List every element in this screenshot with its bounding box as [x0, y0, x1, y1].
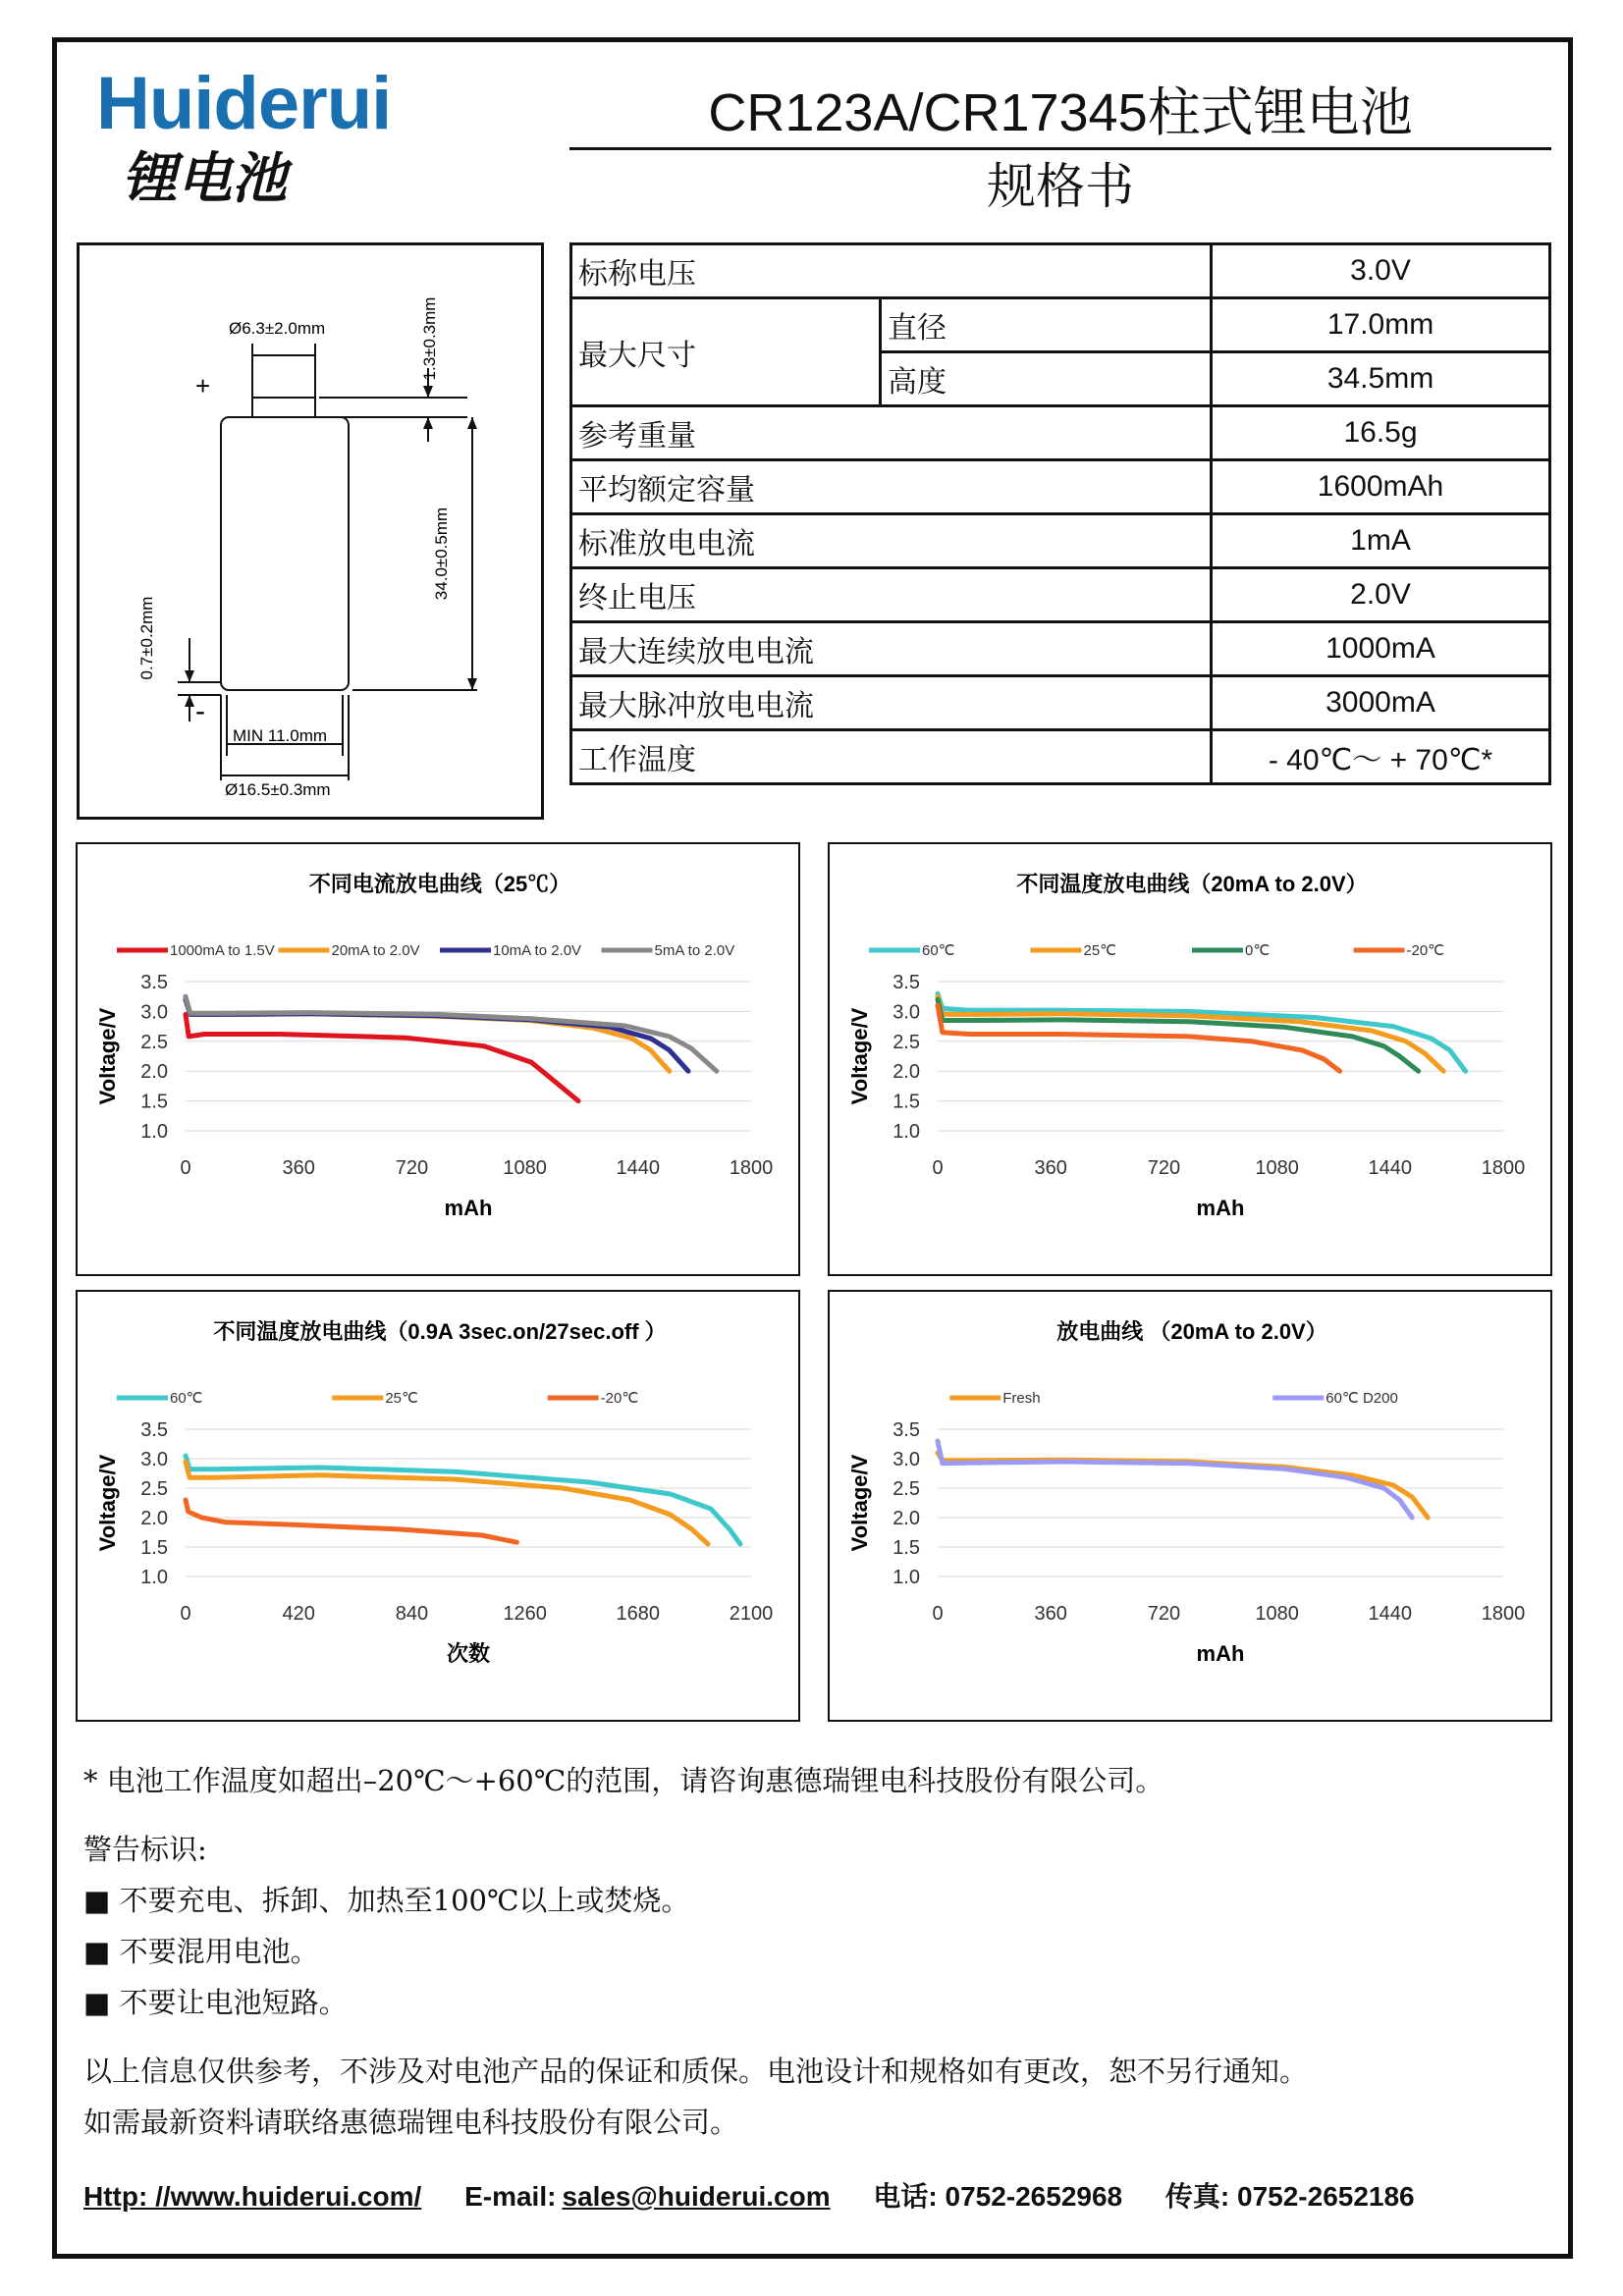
series-line: [186, 1014, 578, 1100]
x-tick-label: 1080: [1255, 1603, 1299, 1625]
y-tick-label: 1.5: [140, 1537, 168, 1559]
y-tick-label: 2.5: [140, 1031, 168, 1053]
x-tick-label: 0: [180, 1157, 191, 1179]
cap-diameter-label: Ø6.3±2.0mm: [229, 319, 326, 338]
spec-row: [571, 244, 1550, 298]
y-tick-label: 3.0: [140, 1449, 168, 1470]
chart-title: 放电曲线 （20mA to 2.0V）: [1056, 1319, 1327, 1344]
x-tick-label: 720: [1147, 1603, 1181, 1625]
chart-title: 不同电流放电曲线（25℃）: [308, 872, 571, 896]
y-tick-label: 2.0: [893, 1508, 920, 1529]
spec-row: [571, 514, 1550, 568]
spec-label: 最大尺寸: [571, 298, 881, 406]
y-tick-label: 3.0: [893, 1001, 920, 1024]
warning-title: 警告标识:: [83, 1833, 207, 1866]
x-tick-label: 1800: [1481, 1603, 1526, 1625]
y-tick-label: 1.5: [893, 1091, 920, 1113]
warning-item: [83, 1884, 690, 1917]
battery-body: [221, 417, 349, 690]
footer: [83, 2175, 1450, 2215]
series-line: [186, 1500, 516, 1542]
warning-item: [83, 1935, 319, 1968]
x-tick-label: 2100: [729, 1603, 774, 1625]
contact-note: 如需最新资料请联络惠德瑞锂电科技股份有限公司。: [83, 2106, 739, 2139]
phone-number: 电话: 0752-2652968: [873, 2181, 1123, 2212]
spec-value: 3000mA: [1212, 676, 1550, 730]
y-tick-label: 2.5: [893, 1031, 920, 1053]
body-height-label: 34.0±0.5mm: [432, 507, 451, 601]
x-tick-label: 360: [1034, 1603, 1067, 1625]
legend-label: Fresh: [1002, 1390, 1041, 1407]
legend-label: -20℃: [600, 1390, 639, 1407]
x-tick-label: 840: [395, 1603, 429, 1625]
x-tick-label: 360: [282, 1157, 315, 1179]
spec-value: 1000mA: [1212, 622, 1550, 676]
x-axis-label: mAh: [1196, 1641, 1245, 1666]
battery-drawing: [80, 245, 541, 817]
x-tick-label: 0: [932, 1603, 944, 1625]
x-tick-label: 1800: [729, 1157, 774, 1179]
legend-label: 60℃ D200: [1325, 1390, 1398, 1407]
legend-label: -20℃: [1406, 942, 1445, 959]
spec-row: [571, 676, 1550, 730]
spec-sublabel: 高度: [881, 352, 1212, 406]
spec-sublabel: 直径: [881, 298, 1212, 352]
document-title: CR123A/CR17345柱式锂电池: [708, 83, 1413, 142]
warning-text: 不要让电池短路。: [119, 1986, 348, 2019]
spec-row: [571, 460, 1550, 514]
chart-svg: [78, 1292, 802, 1724]
chart-aging-discharge: [828, 1290, 1552, 1722]
y-tick-label: 1.0: [893, 1121, 920, 1143]
spec-label: 工作温度: [571, 730, 1212, 784]
negative-terminal-icon: -: [195, 695, 205, 727]
spec-value: 34.5mm: [1212, 352, 1550, 406]
y-tick-label: 2.0: [140, 1061, 168, 1084]
y-axis-label: Voltage/V: [95, 1007, 120, 1105]
x-tick-label: 0: [180, 1603, 191, 1625]
disclaimer: 以上信息仅供参考，不涉及对电池产品的保证和质保。电池设计和规格如有更改，恕不另行通知。: [83, 2055, 1309, 2088]
y-tick-label: 2.5: [140, 1478, 168, 1500]
legend-label: 60℃: [170, 1390, 203, 1407]
battery-cap: [252, 398, 315, 417]
spec-label: 终止电压: [571, 568, 1212, 622]
y-tick-label: 3.0: [140, 1001, 168, 1024]
title-divider: [569, 147, 1551, 150]
spec-value: 16.5g: [1212, 406, 1550, 460]
spec-label: 标称电压: [571, 244, 1212, 298]
email-group: [464, 2181, 831, 2212]
spec-value: 1600mAh: [1212, 460, 1550, 514]
x-tick-label: 1440: [1368, 1603, 1413, 1625]
spec-row: [571, 406, 1550, 460]
legend-label: 1000mA to 1.5V: [170, 942, 275, 959]
chart-pulse-discharge: [76, 1290, 800, 1722]
spec-value: 3.0V: [1212, 244, 1550, 298]
temperature-note: * 电池工作温度如超出–20℃～+60℃的范围，请咨询惠德瑞锂电科技股份有限公司。: [83, 1764, 1164, 1797]
x-tick-label: 720: [1147, 1157, 1181, 1179]
y-axis-label: Voltage/V: [847, 1007, 872, 1105]
y-axis-label: Voltage/V: [847, 1454, 872, 1552]
y-tick-label: 1.0: [140, 1121, 168, 1143]
website-link[interactable]: Http: //www.huiderui.com/: [83, 2181, 422, 2212]
spec-table: [569, 242, 1551, 785]
y-tick-label: 1.5: [893, 1537, 920, 1559]
y-tick-label: 3.5: [140, 1419, 168, 1441]
series-line: [186, 1456, 740, 1544]
y-tick-label: 3.5: [140, 972, 168, 993]
x-tick-label: 1080: [503, 1157, 547, 1179]
legend-label: 5mA to 2.0V: [654, 942, 735, 959]
spec-value: 1mA: [1212, 514, 1550, 568]
spec-row: [571, 622, 1550, 676]
x-tick-label: 1440: [616, 1157, 661, 1179]
y-tick-label: 3.5: [893, 1419, 920, 1441]
x-tick-label: 420: [282, 1603, 315, 1625]
x-axis-label: 次数: [446, 1641, 491, 1666]
spec-label: 最大脉冲放电电流: [571, 676, 1212, 730]
bullet-icon: ■: [83, 1986, 111, 2019]
y-tick-label: 2.0: [140, 1508, 168, 1529]
legend-label: 25℃: [385, 1390, 418, 1407]
body-diameter-label: Ø16.5±0.3mm: [225, 780, 331, 799]
x-tick-label: 720: [395, 1157, 429, 1179]
warning-text: 不要混用电池。: [119, 1935, 319, 1968]
x-tick-label: 1800: [1481, 1157, 1526, 1179]
brand-subtitle: 锂电池: [122, 147, 287, 211]
x-axis-label: mAh: [1196, 1196, 1245, 1220]
spec-label: 参考重量: [571, 406, 1212, 460]
y-tick-label: 1.0: [893, 1567, 920, 1588]
chart-svg: [830, 844, 1554, 1278]
email-label: E-mail:: [464, 2181, 557, 2212]
x-tick-label: 1440: [1368, 1157, 1413, 1179]
legend-label: 10mA to 2.0V: [493, 942, 582, 959]
y-tick-label: 3.5: [893, 972, 920, 993]
legend-label: 25℃: [1083, 942, 1117, 959]
document-subtitle: 规格书: [987, 158, 1134, 215]
chart-current-discharge: [76, 842, 800, 1276]
y-tick-label: 2.5: [893, 1478, 920, 1500]
dimension-drawing: [77, 242, 544, 820]
chart-title: 不同温度放电曲线（20mA to 2.0V）: [1016, 872, 1368, 896]
bottom-height-label: 0.7±0.2mm: [137, 596, 156, 680]
spec-value: - 40℃～ + 70℃*: [1212, 730, 1550, 784]
chart-title: 不同温度放电曲线（0.9A 3sec.on/27sec.off ）: [213, 1319, 667, 1344]
bullet-icon: ■: [83, 1884, 111, 1917]
spec-value: 17.0mm: [1212, 298, 1550, 352]
chart-temp-discharge: [828, 842, 1552, 1276]
warning-item: [83, 1986, 348, 2019]
x-tick-label: 360: [1034, 1157, 1067, 1179]
chart-svg: [830, 1292, 1554, 1724]
y-tick-label: 2.0: [893, 1061, 920, 1084]
positive-terminal-icon: +: [195, 371, 211, 400]
legend-label: 60℃: [922, 942, 955, 959]
y-tick-label: 1.0: [140, 1567, 168, 1588]
x-tick-label: 1260: [503, 1603, 547, 1625]
y-axis-label: Voltage/V: [95, 1454, 120, 1552]
min-diameter-label: MIN 11.0mm: [233, 726, 328, 745]
spec-label: 标准放电电流: [571, 514, 1212, 568]
spec-row: [571, 568, 1550, 622]
warning-text: 不要充电、拆卸、加热至100℃以上或焚烧。: [119, 1884, 690, 1917]
x-tick-label: 0: [932, 1157, 944, 1179]
bullet-icon: ■: [83, 1935, 111, 1968]
chart-svg: [78, 844, 802, 1278]
x-tick-label: 1080: [1255, 1157, 1299, 1179]
cap-height-label: 1.3±0.3mm: [420, 296, 439, 381]
legend-label: 20mA to 2.0V: [331, 942, 420, 959]
x-tick-label: 1680: [616, 1603, 661, 1625]
y-tick-label: 1.5: [140, 1091, 168, 1113]
spec-label: 平均额定容量: [571, 460, 1212, 514]
spec-row: [571, 298, 1550, 352]
legend-label: 0℃: [1245, 942, 1271, 959]
email-link[interactable]: sales@huiderui.com: [562, 2181, 831, 2212]
spec-label: 最大连续放电电流: [571, 622, 1212, 676]
series-line: [938, 1441, 1412, 1518]
spec-row: [571, 730, 1550, 784]
brand-logo: Huiderui: [96, 62, 392, 145]
x-axis-label: mAh: [444, 1196, 493, 1220]
fax-number: 传真: 0752-2652186: [1164, 2181, 1415, 2212]
y-tick-label: 3.0: [893, 1449, 920, 1470]
spec-value: 2.0V: [1212, 568, 1550, 622]
